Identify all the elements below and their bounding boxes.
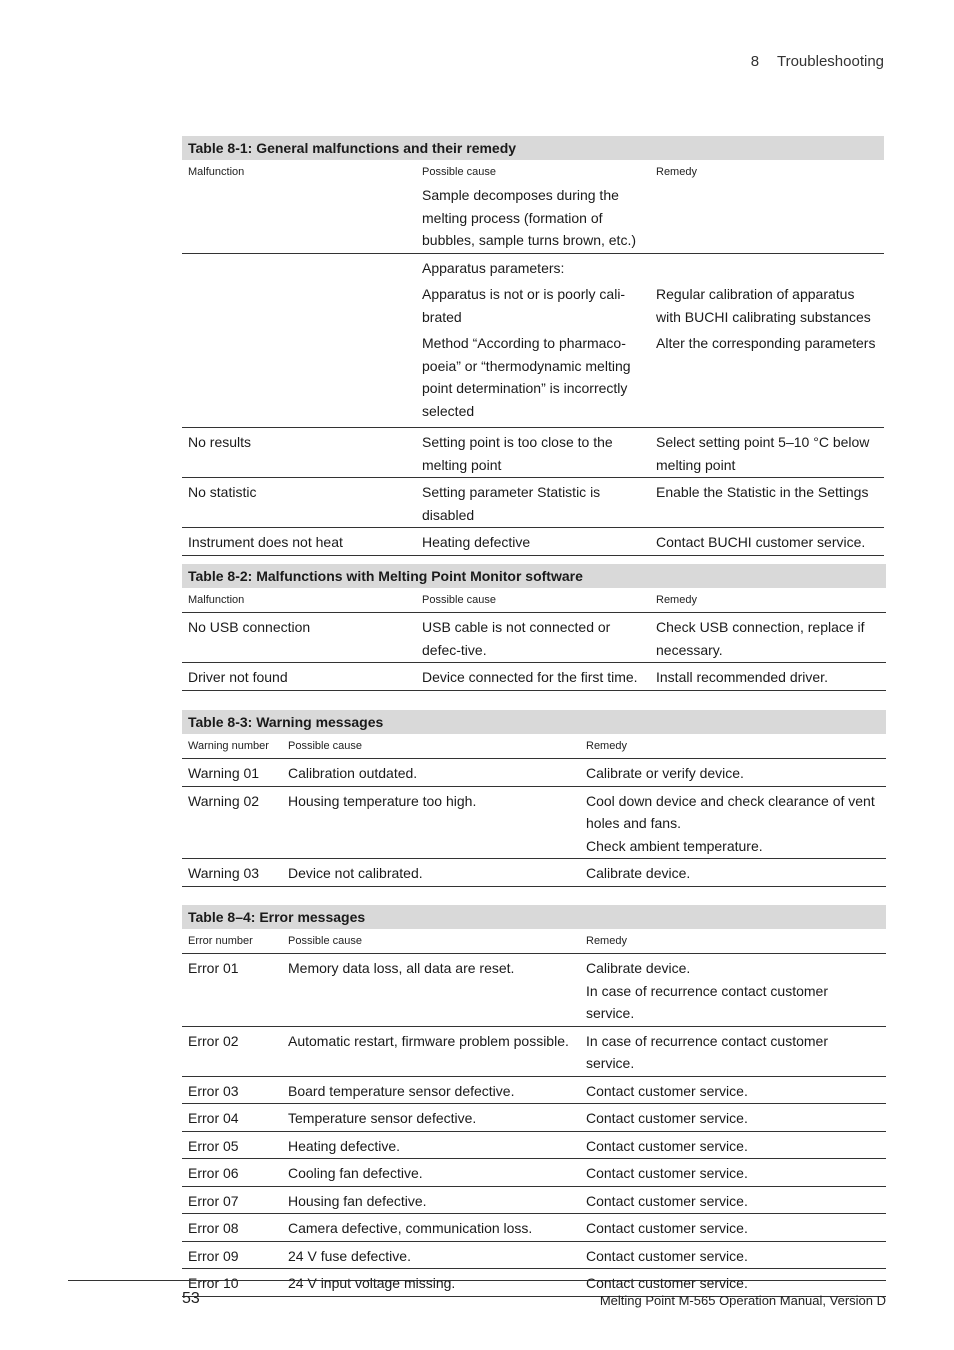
table-row bbox=[182, 662, 886, 691]
remedy-cell bbox=[580, 1030, 886, 1075]
cause-cell: USB cable is not connected or defec-tive. bbox=[422, 619, 611, 658]
cause-cell: Cooling fan defective. bbox=[288, 1165, 423, 1181]
cause-cell: Heating defective. bbox=[288, 1137, 401, 1154]
cause-cell: Housing fan defective. bbox=[288, 1192, 427, 1209]
cause-cell: Camera defective, communication loss. bbox=[288, 1220, 533, 1236]
table-row bbox=[182, 1026, 886, 1076]
remedy-cell bbox=[580, 957, 886, 1025]
table-header bbox=[182, 160, 884, 184]
table-row bbox=[182, 1076, 886, 1104]
page-header bbox=[751, 53, 884, 70]
table-row bbox=[182, 184, 884, 253]
number-cell: Error 05 bbox=[188, 1137, 239, 1154]
cause-cell: 24 V fuse defective. bbox=[288, 1247, 411, 1264]
malfunction-cell: Driver not found bbox=[188, 669, 288, 685]
table-title: Table 8-2: Malfunctions with Melting Point Monitor software bbox=[182, 564, 886, 588]
remedy-line: Contact customer service. bbox=[586, 1082, 748, 1099]
cause-line: Apparatus parameters: bbox=[422, 259, 565, 276]
table-row bbox=[182, 953, 886, 1026]
table-warning-messages bbox=[182, 710, 886, 887]
malfunction-cell: Instrument does not heat bbox=[188, 534, 343, 550]
number-cell: Error 09 bbox=[188, 1247, 239, 1264]
page-number: 53 bbox=[182, 1290, 200, 1307]
table-title: Table 8-3: Warning messages bbox=[182, 710, 886, 734]
malfunction-cell bbox=[182, 257, 416, 427]
table-row bbox=[182, 253, 884, 428]
document-title: Melting Point M-565 Operation Manual, Version D bbox=[599, 1293, 886, 1308]
malfunction-cell: No USB connection bbox=[188, 619, 311, 635]
cause-cell: Device connected for the first time. bbox=[422, 669, 638, 685]
number-cell: Error 10 bbox=[188, 1275, 239, 1291]
column-header: Remedy bbox=[656, 594, 697, 606]
remedy-cell bbox=[580, 1190, 886, 1213]
remedy-line: In case of recurrence contact customer service. bbox=[586, 1032, 828, 1071]
cause-cell: Setting point is too close to the melting point bbox=[422, 434, 613, 473]
number-cell: Error 06 bbox=[188, 1165, 239, 1181]
remedy-cell: Select setting point 5–10 °C below melting point bbox=[656, 434, 870, 473]
remedy-line: Regular calibration of apparatus with BUCHI calibrating substances bbox=[656, 286, 871, 325]
column-header: Possible cause bbox=[288, 935, 362, 947]
number-cell: Error 01 bbox=[188, 960, 239, 976]
column-header: Malfunction bbox=[188, 594, 245, 606]
remedy-cell bbox=[580, 1135, 886, 1158]
remedy-line: Contact customer service. bbox=[586, 1165, 748, 1181]
table-row bbox=[182, 1131, 886, 1159]
table-row bbox=[182, 527, 884, 556]
table-title: Table 8–4: Error messages bbox=[182, 905, 886, 929]
cause-cell: Board temperature sensor defective. bbox=[288, 1082, 515, 1099]
table-row bbox=[182, 1103, 886, 1131]
table-header bbox=[182, 734, 886, 758]
table-row bbox=[182, 612, 886, 662]
cause-cell: Device not calibrated. bbox=[288, 865, 423, 881]
column-header: Remedy bbox=[586, 740, 627, 752]
remedy-line: Contact customer service. bbox=[586, 1247, 748, 1264]
remedy-line: Calibrate or verify device. bbox=[586, 765, 744, 781]
malfunction-cell: No results bbox=[188, 434, 252, 450]
malfunction-cell bbox=[182, 184, 416, 252]
table-title: Table 8-1: General malfunctions and their remedy bbox=[182, 136, 884, 160]
footer-divider bbox=[68, 1280, 886, 1281]
remedy-cell bbox=[580, 1245, 886, 1268]
table-row bbox=[182, 477, 884, 527]
remedy-cell bbox=[580, 1272, 886, 1295]
column-header: Remedy bbox=[586, 935, 627, 947]
remedy-line: Contact customer service. bbox=[586, 1220, 748, 1236]
remedy-cell bbox=[580, 862, 886, 885]
cause-line: Apparatus is not or is poorly cali-brated bbox=[422, 286, 626, 325]
table-row bbox=[182, 1186, 886, 1214]
table-row bbox=[182, 1158, 886, 1186]
table-row bbox=[182, 858, 886, 887]
remedy-cell: Enable the Statistic in the Settings bbox=[656, 484, 869, 500]
number-cell: Error 03 bbox=[188, 1082, 239, 1099]
table-general-malfunctions bbox=[182, 136, 884, 556]
remedy-line: Alter the corresponding parameters bbox=[656, 335, 876, 351]
cause-cell: Temperature sensor defective. bbox=[288, 1110, 477, 1126]
table-error-messages bbox=[182, 905, 886, 1297]
remedy-cell bbox=[650, 257, 884, 427]
remedy-line: Contact customer service. bbox=[586, 1110, 748, 1126]
cause-cell: Housing temperature too high. bbox=[288, 792, 477, 809]
remedy-cell bbox=[580, 1080, 886, 1103]
cause-cell bbox=[416, 257, 650, 427]
remedy-line: Check ambient temperature. bbox=[586, 837, 763, 854]
cause-cell: Heating defective bbox=[422, 534, 531, 550]
column-header: Possible cause bbox=[288, 740, 362, 752]
remedy-cell: Install recommended driver. bbox=[656, 669, 828, 685]
chapter-number: 8 bbox=[750, 53, 760, 70]
remedy-cell bbox=[580, 790, 886, 858]
column-header: Warning number bbox=[188, 740, 269, 752]
column-header: Remedy bbox=[656, 166, 697, 178]
table-row bbox=[182, 758, 886, 786]
cause-cell: Calibration outdated. bbox=[288, 765, 418, 781]
number-cell: Error 02 bbox=[188, 1032, 239, 1049]
number-cell: Error 08 bbox=[188, 1220, 239, 1236]
table-software-malfunctions bbox=[182, 564, 886, 691]
remedy-line: Cool down device and check clearance of vent holes and fans. bbox=[586, 792, 875, 831]
table-row bbox=[182, 427, 884, 477]
remedy-line: Contact customer service. bbox=[586, 1192, 748, 1209]
number-cell: Warning 02 bbox=[188, 792, 260, 809]
cause-cell: 24 V input voltage missing. bbox=[288, 1275, 456, 1291]
cause-cell: Memory data loss, all data are reset. bbox=[288, 960, 515, 976]
column-header: Possible cause bbox=[422, 594, 496, 606]
remedy-line: Calibrate device. bbox=[586, 960, 691, 976]
number-cell: Warning 01 bbox=[188, 765, 260, 781]
malfunction-cell: No statistic bbox=[188, 484, 257, 500]
table-row bbox=[182, 1213, 886, 1241]
remedy-cell bbox=[580, 1217, 886, 1240]
table-row bbox=[182, 1241, 886, 1269]
cause-cell: Sample decomposes during the melting process (formation of bubbles, sample turns brown, etc.) bbox=[422, 187, 636, 248]
column-header: Possible cause bbox=[422, 166, 496, 178]
remedy-cell bbox=[580, 1107, 886, 1130]
chapter-title: Troubleshooting bbox=[776, 53, 884, 70]
remedy-line: In case of recurrence contact customer service. bbox=[586, 982, 828, 1021]
remedy-line: Contact customer service. bbox=[586, 1275, 748, 1291]
remedy-line: Calibrate device. bbox=[586, 865, 691, 881]
number-cell: Warning 03 bbox=[188, 865, 260, 881]
cause-line: Method “According to pharmaco-poeia” or “thermodynamic melting point determination” is incorrectly selected bbox=[422, 335, 631, 419]
column-header: Error number bbox=[188, 935, 253, 947]
remedy-line: Contact customer service. bbox=[586, 1137, 748, 1154]
number-cell: Error 04 bbox=[188, 1110, 239, 1126]
remedy-cell: Contact BUCHI customer service. bbox=[656, 534, 866, 550]
remedy-cell bbox=[580, 762, 886, 785]
table-header bbox=[182, 588, 886, 612]
remedy-cell bbox=[650, 184, 884, 252]
number-cell: Error 07 bbox=[188, 1192, 239, 1209]
column-header: Malfunction bbox=[188, 166, 245, 178]
remedy-cell: Check USB connection, replace if necessary. bbox=[656, 619, 865, 658]
cause-cell: Automatic restart, firmware problem possible. bbox=[288, 1032, 569, 1049]
cause-cell: Setting parameter Statistic is disabled bbox=[422, 484, 601, 523]
table-row bbox=[182, 786, 886, 859]
remedy-cell bbox=[580, 1162, 886, 1185]
table-header bbox=[182, 929, 886, 953]
